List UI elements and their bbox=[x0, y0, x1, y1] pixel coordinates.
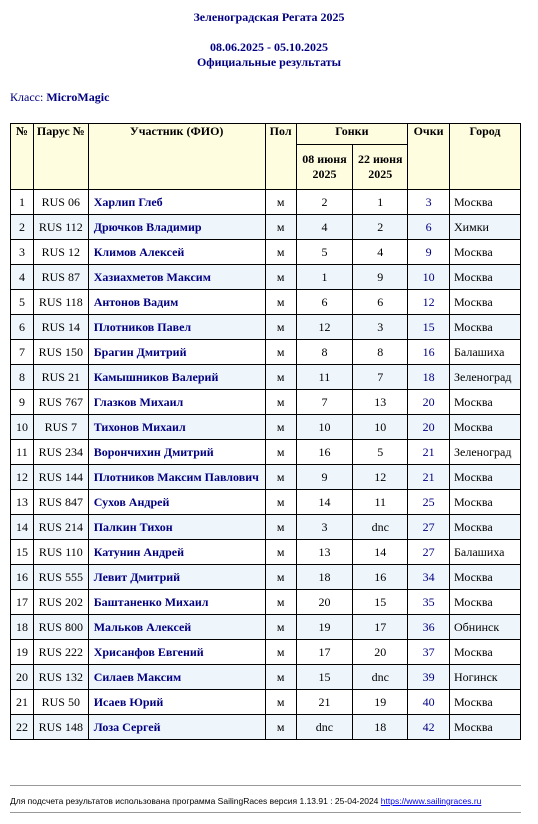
table-row bbox=[11, 465, 521, 490]
table-row bbox=[11, 440, 521, 465]
gender: м bbox=[265, 190, 296, 215]
city: Москва bbox=[450, 290, 521, 315]
race-2-result: 12 bbox=[353, 465, 408, 490]
participant-name: Мальков Алексей bbox=[88, 615, 265, 640]
participant-name: Левит Дмитрий bbox=[88, 565, 265, 590]
row-number: 5 bbox=[11, 290, 34, 315]
race-2-result: 20 bbox=[353, 640, 408, 665]
class-line bbox=[10, 90, 109, 105]
header-race-2: 22 июня 2025 bbox=[353, 145, 408, 190]
table-row bbox=[11, 415, 521, 440]
race-1-result: 4 bbox=[296, 215, 353, 240]
sail-number: RUS 7 bbox=[33, 415, 88, 440]
points: 27 bbox=[408, 540, 450, 565]
gender: м bbox=[265, 240, 296, 265]
sail-number: RUS 112 bbox=[33, 215, 88, 240]
race-2-result: 10 bbox=[353, 415, 408, 440]
table-row bbox=[11, 690, 521, 715]
city: Ногинск bbox=[450, 665, 521, 690]
points: 20 bbox=[408, 390, 450, 415]
points: 20 bbox=[408, 415, 450, 440]
gender: м bbox=[265, 440, 296, 465]
race-1-result: 10 bbox=[296, 415, 353, 440]
city: Москва bbox=[450, 390, 521, 415]
points: 12 bbox=[408, 290, 450, 315]
race-1-result: dnc bbox=[296, 715, 353, 740]
row-number: 3 bbox=[11, 240, 34, 265]
table-row bbox=[11, 215, 521, 240]
page-title: Зеленоградская Регата 2025 bbox=[193, 10, 345, 24]
city: Москва bbox=[450, 315, 521, 340]
gender: м bbox=[265, 365, 296, 390]
points: 16 bbox=[408, 340, 450, 365]
points: 18 bbox=[408, 365, 450, 390]
gender: м bbox=[265, 690, 296, 715]
gender: м bbox=[265, 340, 296, 365]
race-2-result: 16 bbox=[353, 565, 408, 590]
sail-number: RUS 06 bbox=[33, 190, 88, 215]
participant-name: Камышников Валерий bbox=[88, 365, 265, 390]
gender: м bbox=[265, 465, 296, 490]
race-1-result: 14 bbox=[296, 490, 353, 515]
gender: м bbox=[265, 715, 296, 740]
gender: м bbox=[265, 565, 296, 590]
participant-name: Хазиахметов Максим bbox=[88, 265, 265, 290]
points: 27 bbox=[408, 515, 450, 540]
race-1-result: 1 bbox=[296, 265, 353, 290]
city: Зеленоград bbox=[450, 365, 521, 390]
gender: м bbox=[265, 315, 296, 340]
city: Москва bbox=[450, 590, 521, 615]
race-2-result: 9 bbox=[353, 265, 408, 290]
points: 21 bbox=[408, 440, 450, 465]
participant-name: Катунин Андрей bbox=[88, 540, 265, 565]
row-number: 18 bbox=[11, 615, 34, 640]
race-2-result: 1 bbox=[353, 190, 408, 215]
participant-name: Ворончихин Дмитрий bbox=[88, 440, 265, 465]
header-race-1: 08 июня 2025 bbox=[296, 145, 353, 190]
sail-number: RUS 14 bbox=[33, 315, 88, 340]
row-number: 6 bbox=[11, 315, 34, 340]
city: Москва bbox=[450, 190, 521, 215]
class-value: MicroMagic bbox=[46, 90, 110, 104]
race-2-result: 18 bbox=[353, 715, 408, 740]
race-2-result: 13 bbox=[353, 390, 408, 415]
row-number: 9 bbox=[11, 390, 34, 415]
header-num: № bbox=[11, 124, 34, 190]
row-number: 2 bbox=[11, 215, 34, 240]
table-row bbox=[11, 265, 521, 290]
sail-number: RUS 144 bbox=[33, 465, 88, 490]
gender: м bbox=[265, 515, 296, 540]
class-label: Класс: bbox=[10, 90, 44, 104]
header-city: Город bbox=[450, 124, 521, 190]
table-row bbox=[11, 615, 521, 640]
city: Москва bbox=[450, 265, 521, 290]
participant-name: Харлип Глеб bbox=[88, 190, 265, 215]
race-2-result: 3 bbox=[353, 315, 408, 340]
row-number: 15 bbox=[11, 540, 34, 565]
table-row bbox=[11, 190, 521, 215]
participant-name: Силаев Максим bbox=[88, 665, 265, 690]
participant-name: Сухов Андрей bbox=[88, 490, 265, 515]
race-1-result: 13 bbox=[296, 540, 353, 565]
participant-name: Баштаненко Михаил bbox=[88, 590, 265, 615]
row-number: 8 bbox=[11, 365, 34, 390]
footer-divider-bottom bbox=[10, 812, 521, 813]
participant-name: Дрючков Владимир bbox=[88, 215, 265, 240]
gender: м bbox=[265, 640, 296, 665]
participant-name: Плотников Максим Павлович bbox=[88, 465, 265, 490]
city: Москва bbox=[450, 640, 521, 665]
results-subtitle: Официальные результаты bbox=[196, 55, 342, 69]
city: Москва bbox=[450, 715, 521, 740]
race-2-result: dnc bbox=[353, 665, 408, 690]
gender: м bbox=[265, 265, 296, 290]
sail-number: RUS 12 bbox=[33, 240, 88, 265]
participant-name: Климов Алексей bbox=[88, 240, 265, 265]
points: 37 bbox=[408, 640, 450, 665]
row-number: 19 bbox=[11, 640, 34, 665]
race-2-result: 14 bbox=[353, 540, 408, 565]
points: 10 bbox=[408, 265, 450, 290]
race-1-result: 6 bbox=[296, 290, 353, 315]
city: Москва bbox=[450, 465, 521, 490]
points: 25 bbox=[408, 490, 450, 515]
sail-number: RUS 87 bbox=[33, 265, 88, 290]
row-number: 7 bbox=[11, 340, 34, 365]
header-name: Участник (ФИО) bbox=[88, 124, 265, 190]
race-1-result: 12 bbox=[296, 315, 353, 340]
points: 42 bbox=[408, 715, 450, 740]
row-number: 4 bbox=[11, 265, 34, 290]
gender: м bbox=[265, 490, 296, 515]
city: Балашиха bbox=[450, 340, 521, 365]
race-1-result: 7 bbox=[296, 390, 353, 415]
race-1-result: 16 bbox=[296, 440, 353, 465]
city: Москва bbox=[450, 240, 521, 265]
table-row bbox=[11, 390, 521, 415]
sail-number: RUS 222 bbox=[33, 640, 88, 665]
gender: м bbox=[265, 615, 296, 640]
participant-name: Исаев Юрий bbox=[88, 690, 265, 715]
sailingraces-link[interactable]: https://www.sailingraces.ru bbox=[380, 796, 482, 806]
header-sail: Парус № bbox=[33, 124, 88, 190]
race-2-result: 19 bbox=[353, 690, 408, 715]
participant-name: Хрисанфов Евгений bbox=[88, 640, 265, 665]
race-2-result: 17 bbox=[353, 615, 408, 640]
points: 15 bbox=[408, 315, 450, 340]
gender: м bbox=[265, 540, 296, 565]
table-row bbox=[11, 640, 521, 665]
table-row bbox=[11, 240, 521, 265]
points: 39 bbox=[408, 665, 450, 690]
race-1-result: 18 bbox=[296, 565, 353, 590]
race-1-result: 20 bbox=[296, 590, 353, 615]
table-row bbox=[11, 515, 521, 540]
row-number: 21 bbox=[11, 690, 34, 715]
race-1-result: 15 bbox=[296, 665, 353, 690]
table-row bbox=[11, 315, 521, 340]
race-1-result: 8 bbox=[296, 340, 353, 365]
row-number: 22 bbox=[11, 715, 34, 740]
city: Москва bbox=[450, 415, 521, 440]
gender: м bbox=[265, 215, 296, 240]
participant-name: Палкин Тихон bbox=[88, 515, 265, 540]
race-2-result: 7 bbox=[353, 365, 408, 390]
race-1-result: 11 bbox=[296, 365, 353, 390]
race-2-result: dnc bbox=[353, 515, 408, 540]
gender: м bbox=[265, 290, 296, 315]
race-1-result: 19 bbox=[296, 615, 353, 640]
sail-number: RUS 110 bbox=[33, 540, 88, 565]
sail-number: RUS 118 bbox=[33, 290, 88, 315]
sail-number: RUS 50 bbox=[33, 690, 88, 715]
race-1-result: 17 bbox=[296, 640, 353, 665]
sail-number: RUS 800 bbox=[33, 615, 88, 640]
sail-number: RUS 214 bbox=[33, 515, 88, 540]
sail-number: RUS 847 bbox=[33, 490, 88, 515]
results-table bbox=[10, 123, 521, 740]
points: 35 bbox=[408, 590, 450, 615]
footer-text: Для подсчета результатов использована программа SailingRaces версия 1.13.91 : 25-04-2024 bbox=[10, 796, 379, 806]
points: 6 bbox=[408, 215, 450, 240]
row-number: 10 bbox=[11, 415, 34, 440]
sail-number: RUS 767 bbox=[33, 390, 88, 415]
race-2-result: 11 bbox=[353, 490, 408, 515]
race-1-result: 5 bbox=[296, 240, 353, 265]
row-number: 20 bbox=[11, 665, 34, 690]
participant-name: Лоза Сергей bbox=[88, 715, 265, 740]
city: Обнинск bbox=[450, 615, 521, 640]
table-row bbox=[11, 490, 521, 515]
city: Москва bbox=[450, 490, 521, 515]
city: Зеленоград bbox=[450, 440, 521, 465]
gender: м bbox=[265, 665, 296, 690]
sail-number: RUS 234 bbox=[33, 440, 88, 465]
gender: м bbox=[265, 415, 296, 440]
city: Москва bbox=[450, 565, 521, 590]
city: Москва bbox=[450, 515, 521, 540]
sail-number: RUS 150 bbox=[33, 340, 88, 365]
points: 3 bbox=[408, 190, 450, 215]
row-number: 1 bbox=[11, 190, 34, 215]
table-row bbox=[11, 365, 521, 390]
race-2-result: 6 bbox=[353, 290, 408, 315]
table-row bbox=[11, 565, 521, 590]
table-row bbox=[11, 665, 521, 690]
race-2-result: 15 bbox=[353, 590, 408, 615]
header-points: Очки bbox=[408, 124, 450, 190]
table-row bbox=[11, 290, 521, 315]
race-1-result: 3 bbox=[296, 515, 353, 540]
race-2-result: 5 bbox=[353, 440, 408, 465]
race-1-result: 21 bbox=[296, 690, 353, 715]
header-gender: Пол bbox=[265, 124, 296, 190]
city: Балашиха bbox=[450, 540, 521, 565]
footer-divider-top bbox=[10, 785, 521, 786]
header-races: Гонки bbox=[296, 124, 408, 145]
table-row bbox=[11, 715, 521, 740]
row-number: 17 bbox=[11, 590, 34, 615]
table-row bbox=[11, 590, 521, 615]
race-1-result: 9 bbox=[296, 465, 353, 490]
points: 36 bbox=[408, 615, 450, 640]
points: 40 bbox=[408, 690, 450, 715]
sail-number: RUS 21 bbox=[33, 365, 88, 390]
sail-number: RUS 132 bbox=[33, 665, 88, 690]
table-row bbox=[11, 540, 521, 565]
row-number: 16 bbox=[11, 565, 34, 590]
race-1-result: 2 bbox=[296, 190, 353, 215]
event-dates: 08.06.2025 - 05.10.2025 bbox=[210, 40, 328, 54]
race-2-result: 4 bbox=[353, 240, 408, 265]
sail-number: RUS 202 bbox=[33, 590, 88, 615]
table-row bbox=[11, 340, 521, 365]
row-number: 13 bbox=[11, 490, 34, 515]
city: Москва bbox=[450, 690, 521, 715]
race-2-result: 8 bbox=[353, 340, 408, 365]
row-number: 14 bbox=[11, 515, 34, 540]
row-number: 11 bbox=[11, 440, 34, 465]
sail-number: RUS 148 bbox=[33, 715, 88, 740]
footer bbox=[10, 796, 481, 806]
row-number: 12 bbox=[11, 465, 34, 490]
points: 9 bbox=[408, 240, 450, 265]
participant-name: Антонов Вадим bbox=[88, 290, 265, 315]
gender: м bbox=[265, 590, 296, 615]
participant-name: Плотников Павел bbox=[88, 315, 265, 340]
sail-number: RUS 555 bbox=[33, 565, 88, 590]
city: Химки bbox=[450, 215, 521, 240]
gender: м bbox=[265, 390, 296, 415]
participant-name: Глазков Михаил bbox=[88, 390, 265, 415]
points: 34 bbox=[408, 565, 450, 590]
participant-name: Брагин Дмитрий bbox=[88, 340, 265, 365]
points: 21 bbox=[408, 465, 450, 490]
race-2-result: 2 bbox=[353, 215, 408, 240]
participant-name: Тихонов Михаил bbox=[88, 415, 265, 440]
